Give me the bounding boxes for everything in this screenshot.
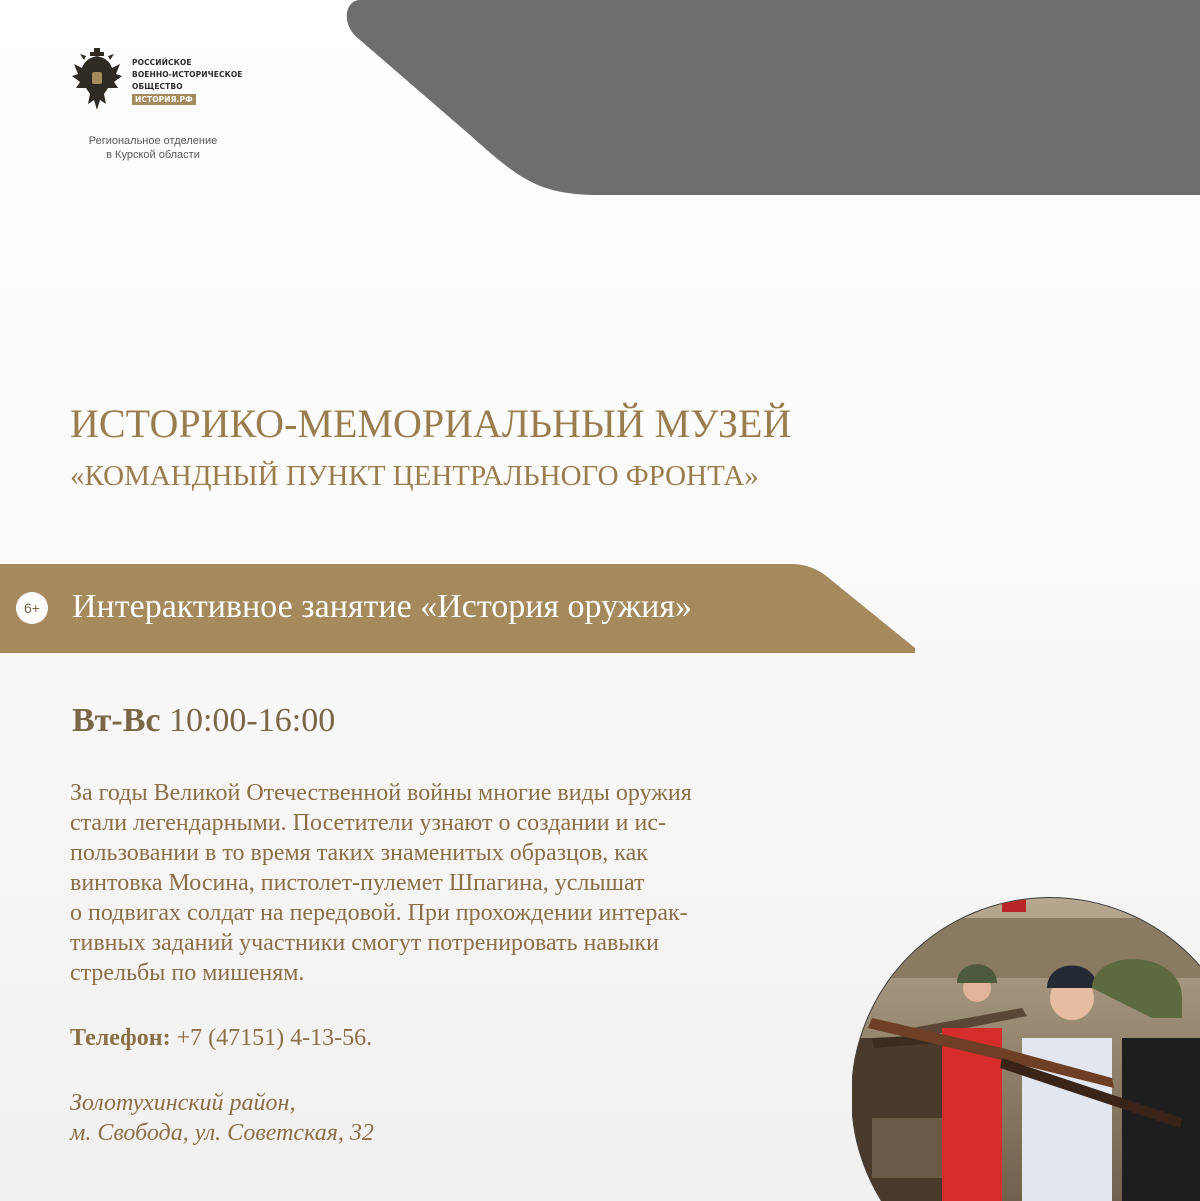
address-line: м. Свобода, ул. Советская, 32 [70, 1120, 374, 1146]
org-name-line: ВОЕННО-ИСТОРИЧЕСКОЕ [132, 70, 243, 79]
description-line: стали легендарными. Посетители узнают о создании и ис- [70, 810, 666, 836]
phone-number[interactable]: +7 (47151) 4-13-56. [176, 1025, 373, 1051]
museum-title: ИСТОРИКО-МЕМОРИАЛЬНЫЙ МУЗЕЙ [70, 401, 792, 446]
phone-contact [70, 1025, 372, 1052]
description-line: винтовка Мосина, пистолет-пулемет Шпагина, услышат [70, 870, 645, 896]
regional-branch [60, 134, 246, 162]
site-badge: ИСТОРИЯ.РФ [132, 94, 196, 105]
description-line: тивных заданий участники смогут потренировать навыки [70, 930, 659, 956]
org-name-line: ОБЩЕСТВО [132, 82, 183, 91]
event-title: Интерактивное занятие «История оружия» [72, 588, 692, 625]
region-line: Региональное отделение [88, 135, 218, 147]
event-description [70, 778, 830, 988]
region-line: в Курской области [106, 149, 200, 161]
description-line: пользовании в то время таких знаменитых образцов, как [70, 840, 648, 866]
schedule [72, 702, 335, 740]
address [70, 1088, 374, 1148]
org-name-line: РОССИЙСКОЕ [132, 58, 192, 67]
event-photo [852, 888, 1200, 1201]
schedule-hours: 10:00-16:00 [168, 702, 336, 739]
age-rating-badge: 6+ [16, 592, 48, 624]
description-line: о подвигах солдат на передовой. При прохождении интерак- [70, 900, 688, 926]
phone-label: Телефон: [70, 1025, 171, 1051]
rvio-logo [70, 48, 250, 118]
schedule-days: Вт-Вс [72, 702, 161, 739]
museum-subtitle: «КОМАНДНЫЙ ПУНКТ ЦЕНТРАЛЬНОГО ФРОНТА» [70, 460, 759, 492]
description-line: стрельбы по мишеням. [70, 960, 305, 986]
address-line: Золотухинский район, [70, 1090, 296, 1116]
description-line: За годы Великой Отечественной войны многие виды оружия [70, 780, 692, 806]
double-headed-eagle-icon [70, 48, 124, 114]
